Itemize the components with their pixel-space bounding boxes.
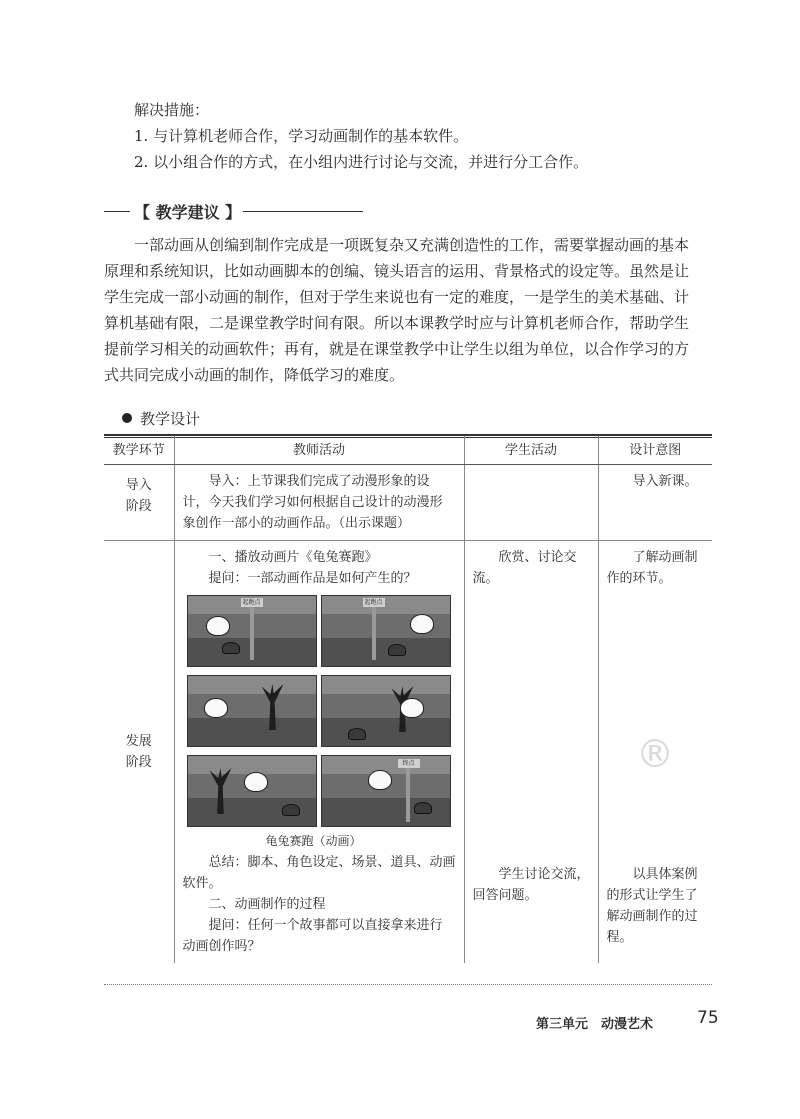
table-header-row	[104, 436, 712, 465]
finish-sign: 终点	[398, 759, 420, 768]
stage-label: 发展	[125, 734, 152, 749]
turtle-icon	[282, 804, 300, 816]
teacher-cell	[174, 465, 464, 541]
stage-cell	[104, 465, 174, 541]
teacher-text: 提问：一部动画作品是如何产生的？	[208, 571, 417, 586]
teacher-text: 象创作一部小的动画作品。（出示课题）	[182, 516, 411, 531]
teacher-text: 提问：任何一个故事都可以直接拿来进行	[208, 918, 443, 933]
start-sign: 起跑点	[364, 599, 383, 606]
intent-text: 的形式让学生了	[606, 888, 698, 903]
storyboard-frame	[187, 755, 317, 827]
teacher-text: 二、动画制作的过程	[208, 897, 326, 912]
teacher-text: 总结：脚本、角色设定、场景、道具、动画	[208, 855, 456, 870]
col-header-stage: 教学环节	[104, 436, 174, 465]
watermark-registered-mark: ®	[636, 732, 674, 776]
intent-text: 程。	[606, 930, 633, 945]
solution-item-1: 1. 与计算机老师合作，学习动画制作的基本软件。	[134, 127, 469, 145]
storyboard-frame	[187, 595, 317, 667]
suggestion-line-2: 原理和系统知识，比如动画脚本的创编、镜头语言的运用、背景格式的设定等。虽然是让	[104, 262, 690, 280]
student-text: 学生讨论交流，	[498, 867, 590, 882]
storyboard-frame	[321, 675, 451, 747]
lesson-table	[104, 436, 712, 963]
teacher-cell	[174, 541, 464, 964]
suggestion-line-1: 一部动画从创编到制作完成是一项既复杂又充满创造性的工作，需要掌握动画的基本	[134, 236, 690, 254]
intent-text: 作的环节。	[606, 571, 672, 586]
solution-item-2: 2. 以小组合作的方式，在小组内进行讨论与交流，并进行分工合作。	[134, 153, 589, 171]
student-cell	[464, 541, 598, 964]
page-number: 75	[697, 1008, 719, 1028]
intent-text: 以具体案例	[632, 867, 698, 882]
design-title: 教学设计	[140, 410, 201, 428]
col-header-intent: 设计意图	[598, 436, 712, 465]
storyboard-frame	[187, 675, 317, 747]
animation-storyboard	[187, 595, 456, 827]
intent-text: 了解动画制	[632, 550, 698, 565]
intent-cell	[598, 465, 712, 541]
intent-text: 导入新课。	[632, 474, 698, 489]
teacher-text: 软件。	[182, 876, 222, 891]
start-sign: 起跑点	[242, 599, 261, 606]
rabbit-icon	[206, 616, 230, 636]
storyboard-frame	[321, 595, 451, 667]
solutions-heading: 解决措施：	[134, 101, 210, 119]
turtle-icon	[348, 728, 366, 740]
suggestion-line-4: 算机基础有限，二是课堂教学时间有限。所以本课教学时应与计算机老师合作，帮助学生	[104, 314, 690, 332]
turtle-icon	[222, 642, 240, 654]
stage-label: 阶段	[125, 755, 152, 770]
suggestion-line-5: 提前学习相关的动画软件；再有，就是在课堂教学中让学生以组为单位，以合作学习的方	[104, 340, 690, 358]
stage-label: 导入	[125, 478, 152, 493]
heading-rule-left	[104, 211, 130, 212]
stage-cell	[104, 541, 174, 964]
col-header-student: 学生活动	[464, 436, 598, 465]
turtle-icon	[388, 644, 406, 656]
teacher-text: 计，今天我们学习如何根据自己设计的动漫形	[182, 495, 443, 510]
rabbit-icon	[410, 614, 434, 634]
student-text: 回答问题。	[472, 888, 538, 903]
suggestion-title: 【 教学建议 】	[134, 203, 242, 222]
rabbit-icon	[244, 772, 268, 792]
rabbit-icon	[368, 770, 392, 790]
table-row	[104, 541, 712, 964]
teacher-text: 动画创作吗？	[182, 939, 261, 954]
student-text: 流。	[472, 571, 499, 586]
col-header-teacher: 教师活动	[174, 436, 464, 465]
heading-rule-right	[243, 211, 363, 212]
student-text: 欣赏、讨论交	[498, 550, 577, 565]
intent-text: 解动画制作的过	[606, 909, 698, 924]
footer-unit: 第三单元 动漫艺术	[536, 1017, 654, 1032]
table-row	[104, 465, 712, 541]
teacher-text: 导入：上节课我们完成了动漫形象的设	[208, 474, 430, 489]
student-cell	[464, 465, 598, 541]
suggestion-line-6: 式共同完成小动画的制作，降低学习的难度。	[104, 366, 405, 384]
suggestion-line-3: 学生完成一部小动画的制作，但对于学生来说也有一定的难度，一是学生的美术基础、计	[104, 288, 690, 306]
stage-label: 阶段	[125, 499, 152, 514]
turtle-icon	[414, 802, 432, 814]
teacher-text: 一、播放动画片《龟兔赛跑》	[208, 550, 378, 565]
bullet-dot-icon	[122, 413, 132, 423]
storyboard-frame	[321, 755, 451, 827]
rabbit-icon	[400, 698, 424, 718]
table-bottom-rule	[104, 984, 712, 985]
figure-caption: 龟兔赛跑（动画）	[265, 834, 362, 848]
rabbit-icon	[204, 698, 228, 718]
